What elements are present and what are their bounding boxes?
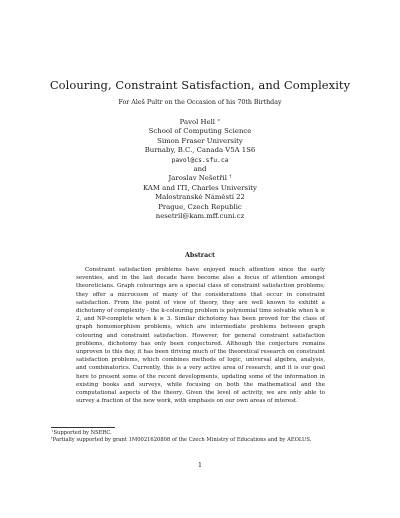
author1-university: Simon Fraser University <box>157 136 243 145</box>
author2-email: nesetril@kam.mff.cuni.cz <box>155 212 245 221</box>
author-separator: and <box>193 165 207 174</box>
author2-city: Prague, Czech Republic <box>158 202 242 211</box>
author1-address: Burnaby, B.C., Canada V5A 1S6 <box>144 146 256 155</box>
author2-line <box>0 174 400 183</box>
author1-footnote-mark: ∗ <box>217 118 221 124</box>
footnote-1-text: Supported by NSERC. <box>53 430 112 436</box>
author2-street: Malostranské Náměstí 22 <box>155 193 245 202</box>
footnote-2-mark: † <box>51 436 53 441</box>
author2-name: Jaroslav Nešetřil <box>168 174 227 183</box>
author1-affiliation: School of Computing Science <box>148 127 252 136</box>
author-block <box>0 118 400 221</box>
author1-line <box>0 118 400 127</box>
paper-title: Colouring, Constraint Satisfaction, and Complexity <box>49 78 351 92</box>
author1-name: Pavol Hell <box>179 118 216 126</box>
footnote-2 <box>51 437 351 444</box>
footnote-1-mark: ∗ <box>51 429 54 433</box>
footnote-2-text: Partially supported by grant 1M0021620808 of the Czech Ministry of Educations and by AEOLUS. <box>52 437 312 444</box>
author1-email: pavol@cs.sfu.ca <box>171 156 229 164</box>
footnotes <box>51 430 351 444</box>
abstract-body: Constraint satisfaction problems have enjoyed much attention since the early seventies, and in the last decade have become also a focus of attention amongst theoreticians. Graph colourings are a special class of constraint satisfaction problems; they offer a microcosm of many of the considerations that occur in constraint satisfaction. From the point of view of theory, they are well known to exhibit a dichotomy of complexity - the k-colouring problem is polynomial time solvable when k ≤ 2, and NP-complete when k ≥ 3. Similar dichotomy has been proved for the class of graph homomorphism problems, which are intermediate problems between graph colouring and constraint satisfaction. However, for general constraint satisfaction problems, dichotomy has only been conjectured. Although the conjecture remains unproven to this day, it has been driving much of the theoretical research on constraint satisfaction problems, which combines methods of logic, universal algebra, analysis, and combinatorics. Currently, this is a very active area of research, and it is our goal here to present some of the recent developments, updating some of the information in existing books and surveys, while focusing on both the mathematical and the computational aspects of the theory. Given the level of activity, we are only able to survey a fraction of the new work, with emphasis on our own areas of interest. <box>76 267 325 405</box>
page-number: 1 <box>197 462 202 469</box>
footnote-rule <box>51 427 115 428</box>
author2-footnote-mark: † <box>229 174 232 180</box>
abstract-heading: Abstract <box>185 252 215 259</box>
author2-affiliation: KAM and ITI, Charles University <box>143 183 257 192</box>
dedication: For Aleš Pultr on the Occasion of his 70th Birthday <box>118 99 282 106</box>
